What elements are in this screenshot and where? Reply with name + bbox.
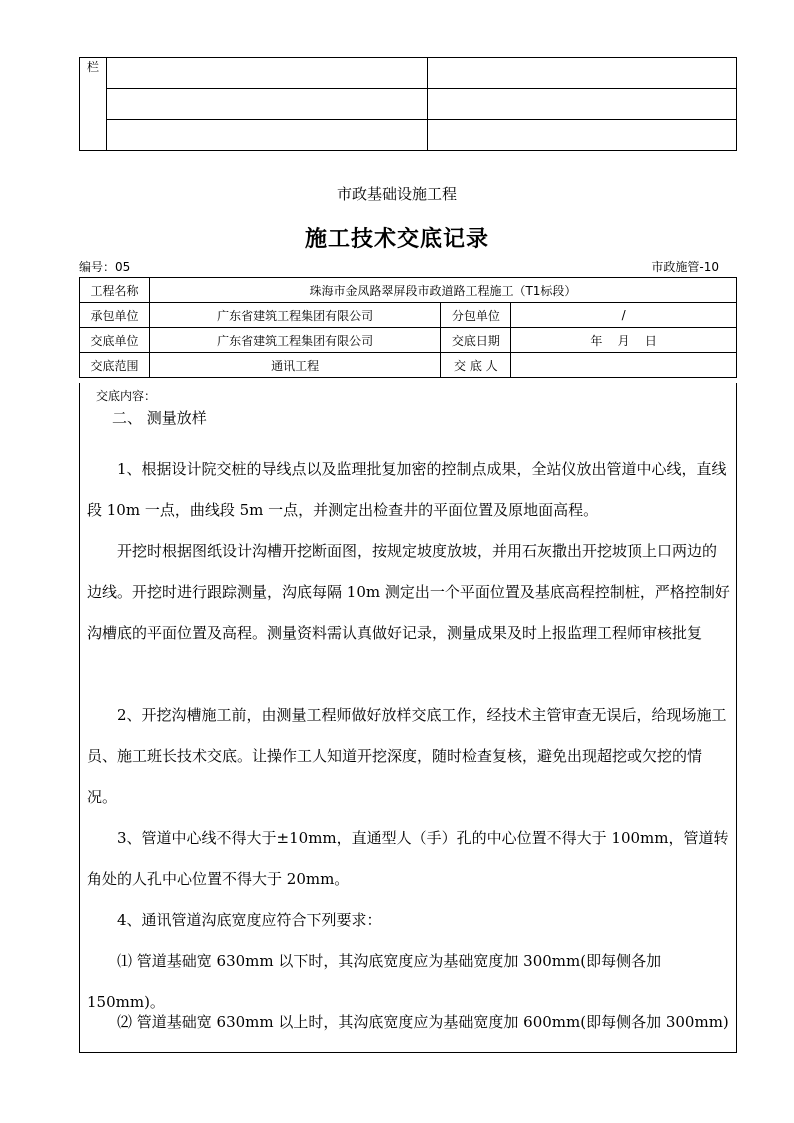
- table-row: [80, 278, 737, 303]
- content-label: 交底内容：: [96, 389, 157, 403]
- disclosure-content: [79, 383, 737, 1053]
- paragraph: 开挖时根据图纸设计沟槽开挖断面图，按规定坡度放坡，并用石灰撒出开挖坡顶上口两边的边线。开挖时进行跟踪测量，沟底每隔 10m 测定出一个平面位置及基底高程控制桩，严格控制好沟槽底的平面位置及高程。测量资料需认真做好记录，测量成果及时上报监理工程师审核批复: [87, 542, 730, 642]
- document-code: 编号：05: [79, 260, 131, 274]
- date-value: 年 月 日: [511, 328, 737, 353]
- paragraph: 1、根据设计院交桩的导线点以及监理批复加密的控制点成果，全站仪放出管道中心线，直线段 10m 一点，曲线段 5m 一点，并测定出检查井的平面位置及原地面高程。: [87, 460, 727, 519]
- contractor-value: 广东省建筑工程集团有限公司: [149, 303, 440, 328]
- scope-label: 交底范围: [80, 353, 150, 378]
- document-subtitle: 市政基础设施工程: [336, 185, 457, 203]
- info-table: [79, 277, 737, 378]
- subcontractor-value: /: [511, 303, 737, 328]
- top-table-divider: [106, 58, 107, 150]
- project-name-value: 珠海市金凤路翠屏段市政道路工程施工（T1标段）: [149, 278, 736, 303]
- top-table-divider: [427, 58, 428, 150]
- form-number: 市政施管-10: [651, 260, 719, 274]
- contractor-label: 承包单位: [80, 303, 150, 328]
- paragraph: ⑵ 管道基础宽 630mm 以上时，其沟底宽度应为基础宽度加 600mm(即每侧各加 300mm): [117, 1013, 729, 1031]
- person-label: 交 底 人: [441, 353, 511, 378]
- discloser-value: 广东省建筑工程集团有限公司: [149, 328, 440, 353]
- scope-value: 通讯工程: [149, 353, 440, 378]
- project-name-label: 工程名称: [80, 278, 150, 303]
- date-label: 交底日期: [441, 328, 511, 353]
- top-table-rule: [106, 119, 736, 120]
- discloser-label: 交底单位: [80, 328, 150, 353]
- person-value: [511, 353, 737, 378]
- paragraph: 3、管道中心线不得大于±10mm，直通型人（手）孔的中心位置不得大于 100mm，管道转角处的人孔中心位置不得大于 20mm。: [87, 829, 729, 888]
- paragraph: 2、开挖沟槽施工前，由测量工程师做好放样交底工作，经技术主管审查无误后，给现场施工员、施工班长技术交底。让操作工人知道开挖深度，随时检查复核，避免出现超挖或欠挖的情况。: [87, 706, 727, 806]
- section-heading: 二、 测量放样: [112, 409, 207, 427]
- paragraph: 4、通讯管道沟底宽度应符合下列要求：: [117, 911, 382, 929]
- table-row: [80, 328, 737, 353]
- document-title: 施工技术交底记录: [304, 226, 489, 252]
- table-row: [80, 303, 737, 328]
- top-table-fragment: [79, 57, 737, 151]
- table-row: [80, 353, 737, 378]
- top-table-label: 栏: [86, 60, 99, 74]
- subcontractor-label: 分包单位: [441, 303, 511, 328]
- paragraph: ⑴ 管道基础宽 630mm 以下时，其沟底宽度应为基础宽度加 300mm(即每侧各加 150mm)。: [87, 952, 662, 1011]
- top-table-rule: [106, 88, 736, 89]
